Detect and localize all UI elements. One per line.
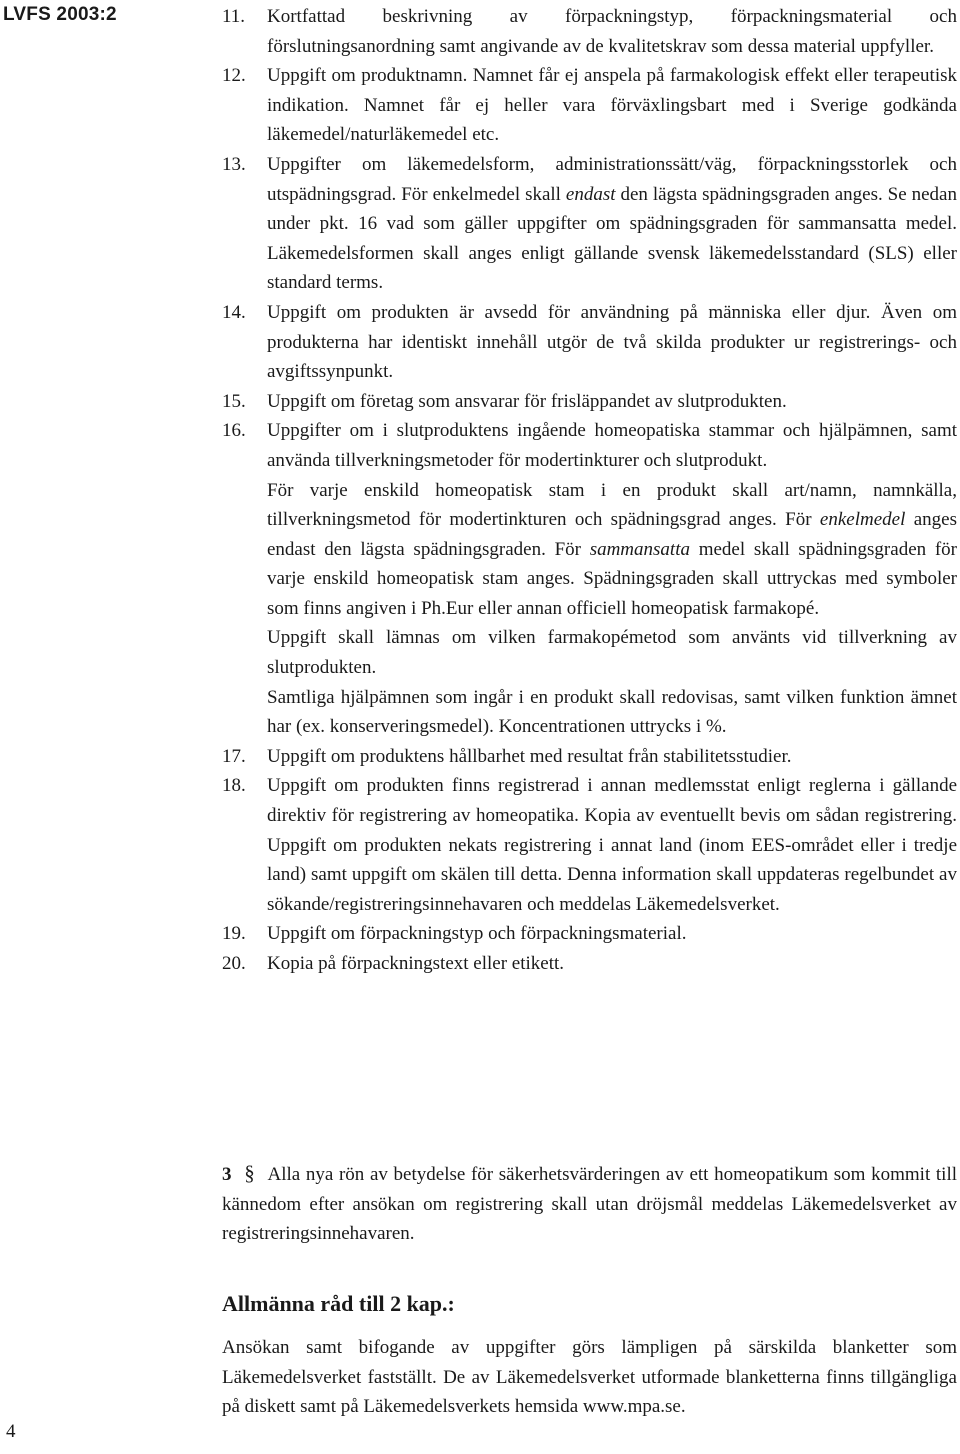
list-item <box>222 298 957 387</box>
item-number: 15. <box>222 390 246 412</box>
item-text: Kortfattad beskrivning av förpackningstyp, förpackningsmaterial och förslutningsanordning samt angivande av de kvalitetskrav som dessa material uppfyller. <box>267 6 957 57</box>
list-item <box>222 387 957 417</box>
section-3 <box>222 1159 957 1249</box>
list-item <box>222 150 957 298</box>
item-number: 18. <box>222 775 246 797</box>
section-text: Alla nya rön av betydelse för säkerhetsvärderingen av ett homeopatikum som kommit till kännedom efter ansökan om registrering skall utan dröjsmål meddelas Läkemedelsverket av registreringsinnehavaren. <box>222 1164 957 1245</box>
emphasis: enkelmedel <box>819 509 906 531</box>
item-number: 13. <box>222 153 246 175</box>
text-segment: anges endast den lägsta spädningsgraden. För <box>267 509 957 560</box>
list-item <box>222 771 957 919</box>
item-text: Uppgifter om i slutproduktens ingående homeopatiska stammar och hjälpämnen, samt använda tillverkningsmetoder för modertinkturer och slutprodukt. <box>267 420 957 471</box>
list-item <box>222 919 957 949</box>
list-item <box>222 61 957 150</box>
document-id: LVFS 2003:2 <box>3 4 117 25</box>
item-text: Uppgift om förpackningstyp och förpackningsmaterial. <box>267 923 687 945</box>
list-item <box>222 416 957 742</box>
item-number: 14. <box>222 301 246 323</box>
item-text <box>267 150 957 298</box>
section-symbol: § <box>244 1161 255 1185</box>
list-item <box>222 949 957 979</box>
item-text: Uppgift om produkten finns registrerad i annan medlemsstat enligt reglerna i gällande direktiv för registrering av homeopatika. Kopia av eventuellt bevis om sådan registrering. Uppgift om produkten nekats registrering i annat land (inom EES-området eller i tredje land) samt uppgift om skälen till detta. Denna information skall uppdateras regelbundet av sökande/registreringsinnehavaren och meddelas Läkemedelsverket. <box>267 775 957 915</box>
item-text: Uppgift om produktens hållbarhet med resultat från stabilitetsstudier. <box>267 745 792 767</box>
item-number: 11. <box>222 6 246 27</box>
item-text <box>267 476 957 624</box>
item-text: Kopia på förpackningstext eller etikett. <box>267 953 565 974</box>
item-text: Uppgift skall lämnas om vilken farmakopémetod som använts vid tillverkning av slutprodukten. <box>267 627 957 679</box>
item-number: 16. <box>222 420 246 442</box>
text-segment: För varje enskild homeopatisk stam i en produkt skall art/namn, namnkälla, tillverkningsmetod för modertinkturen och spädningsgrad anges. För <box>267 479 957 531</box>
item-text: Uppgift om produktnamn. Namnet får ej anspela på farmakologisk effekt eller terapeutisk indikation. Namnet får ej heller vara förväxlingsbart med i Sverige godkända läkemedel/naturläkemedel etc. <box>267 65 957 146</box>
text-segment: Uppgifter om läkemedelsform, administrationssätt/väg, förpackningsstorlek och utspädningsgrad. För enkelmedel skall <box>267 153 957 205</box>
item-number: 20. <box>222 953 246 974</box>
requirements-list <box>222 2 957 979</box>
item-text: Uppgift om företag som ansvarar för frisläppandet av slutprodukten. <box>267 390 787 412</box>
emphasis: sammansatta <box>589 538 690 560</box>
item-text: Uppgift om produkten är avsedd för användning på människa eller djur. Även om produkterna har identiskt innehåll utgör de två skilda produkter ur registrerings- och avgiftssynpunkt. <box>267 301 957 383</box>
list-item <box>222 742 957 772</box>
text-segment: den lägsta spädningsgraden anges. Se nedan under pkt. 16 vad som gäller uppgifter om spädningsgraden för sammansatta medel. Läkemedelsformen skall anges enligt gällande svensk läkemedelsstandard (SLS) eller standard terms. <box>267 183 957 294</box>
advice-body: Ansökan samt bifogande av uppgifter görs lämpligen på särskilda blanketter som Läkemedelsverket fastställt. De av Läkemedelsverket utformade blanketterna finns tillgängliga på diskett samt på Läkemedelsverkets hemsida www.mpa.se. <box>222 1337 957 1418</box>
section-number: 3 <box>222 1164 232 1185</box>
list-item <box>222 2 957 61</box>
item-number: 17. <box>222 745 246 767</box>
emphasis: endast <box>565 183 616 205</box>
item-number: 12. <box>222 65 246 87</box>
item-number: 19. <box>222 923 246 945</box>
text-segment: medel skall spädningsgraden för varje enskild homeopatisk stam anges. Spädningsgraden skall uttryckas med symboler som finns angiven i Ph.Eur eller annan officiell homeopatisk farmakopé. <box>267 538 957 619</box>
item-text: Samtliga hjälpämnen som ingår i en produkt skall redovisas, samt vilken funktion ämnet har (ex. konserveringsmedel). Koncentrationen uttrycks i %. <box>267 686 957 738</box>
advice-heading: Allmänna råd till 2 kap.: <box>222 1291 455 1316</box>
page-number: 4 <box>6 1421 16 1442</box>
